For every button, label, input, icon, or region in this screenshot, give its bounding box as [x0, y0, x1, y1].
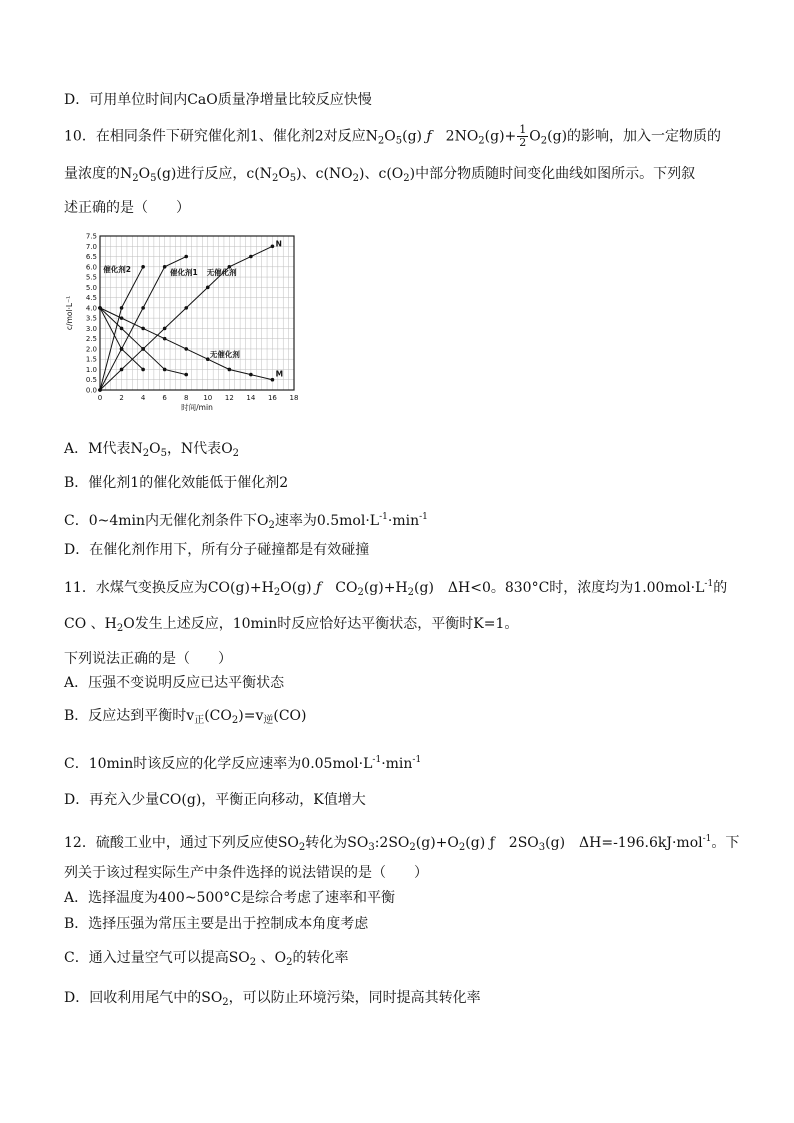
- curve-label: N: [275, 239, 282, 249]
- q11-option-c: C．10min时该反应的化学反应速率为$0.05mol\cdot L^{-1}\cdot\min^{-1}$: [64, 755, 422, 772]
- y-tick-label: 3.0: [85, 324, 97, 333]
- x-tick-label: 12: [224, 394, 234, 402]
- y-tick-label: 5.5: [85, 273, 97, 282]
- data-point: [141, 327, 145, 331]
- q11-stem-line2: CO 、$H_2O$发生上述反应，10min时反应恰好达平衡状态，平衡时K=1。: [64, 616, 519, 634]
- data-point: [249, 255, 253, 259]
- y-tick-label: 0.5: [85, 376, 97, 385]
- q10-stem-line1: 10．在相同条件下研究催化剂1、催化剂2对反应$N_2O_5(g)$ ƒ $2NO_2(g)+$ $\frac{1}{2}$ $O_2(g)$的影响，加入一定物质的: [64, 123, 722, 149]
- y-tick-label: 6.5: [85, 253, 97, 262]
- x-tick-label: 18: [289, 394, 299, 402]
- y-tick-label: 0.0: [85, 386, 97, 395]
- q12-stem-line2: 列关于该过程实际生产中条件选择的说法错误的是（ ）: [64, 865, 428, 881]
- y-tick-label: 2.5: [85, 335, 97, 344]
- x-tick-label: 8: [183, 394, 189, 402]
- q11-stem-line1: 11．水煤气变换反应为$CO(g)+H_2O(g)$ ƒ $CO_2(g)+H_2(g)$ ΔH<0。830°C时，浓度均为$1.00mol\cdot L^{-1}$的: [64, 579, 728, 598]
- curve-label: 无催化剂: [206, 268, 237, 278]
- q12-stem-line1: 12．硫酸工业中，通过下列反应使$SO_2$转化为$SO_3:2SO_2(g)+O_2(g)$ ƒ $2SO_3(g)$ ΔH=-196.6kJ·mol$^{-1}$。下: [64, 834, 740, 853]
- data-point: [98, 388, 102, 392]
- data-point: [184, 306, 188, 310]
- curve-label: 催化剂2: [103, 264, 131, 274]
- x-tick-label: 6: [162, 394, 167, 402]
- data-point: [120, 368, 124, 372]
- concentration-time-chart: [62, 228, 312, 418]
- y-axis-label: c/mol·L⁻¹: [65, 295, 74, 331]
- data-point: [141, 368, 145, 372]
- data-point: [271, 244, 275, 248]
- y-tick-label: 2.0: [85, 345, 97, 354]
- data-point: [184, 255, 188, 259]
- q12-option-d: D．回收利用尾气中的$SO_2$，可以防止环境污染，同时提高其转化率: [64, 990, 481, 1008]
- data-point: [271, 378, 275, 382]
- x-tick-label: 16: [267, 394, 277, 402]
- data-point: [184, 347, 188, 351]
- q10-option-a: A．M代表$N_2O_5$，N代表$O_2$: [64, 441, 240, 459]
- q12-option-a: A．选择温度为400~500°C是综合考虑了速率和平衡: [64, 890, 395, 906]
- q10-stem-line2: 量浓度的$N_2O_5(g)$进行反应，$c(N_2O_5)$、$c(NO_2)$、$c(O_2)$中部分物质随时间变化曲线如图所示。下列叙: [64, 166, 696, 184]
- data-point: [120, 306, 124, 310]
- y-tick-label: 1.0: [85, 365, 97, 374]
- y-tick-label: 5.0: [85, 283, 97, 292]
- curve-label: M: [275, 369, 284, 379]
- data-point: [184, 373, 188, 377]
- q11-stem-line3: 下列说法正确的是（ ）: [64, 651, 232, 667]
- data-point: [141, 265, 145, 269]
- curve-label: 催化剂1: [170, 268, 198, 278]
- data-point: [120, 347, 124, 351]
- data-point: [120, 327, 124, 331]
- q10-option-d: D．在催化剂作用下，所有分子碰撞都是有效碰撞: [64, 542, 370, 558]
- data-point: [98, 306, 102, 310]
- x-tick-label: 10: [203, 394, 213, 402]
- data-point: [163, 265, 167, 269]
- data-point: [141, 347, 145, 351]
- y-tick-label: 6.0: [85, 263, 97, 272]
- y-tick-label: 7.5: [85, 232, 97, 241]
- data-point: [141, 306, 145, 310]
- q12-option-c: C．通入过量空气可以提高$SO_2$ 、$O_2$的转化率: [64, 950, 349, 968]
- data-point: [120, 316, 124, 320]
- data-point: [228, 368, 232, 372]
- x-tick-label: 14: [246, 394, 256, 402]
- y-tick-label: 4.5: [85, 294, 97, 303]
- x-tick-label: 2: [119, 394, 124, 402]
- y-tick-label: 3.5: [85, 314, 97, 323]
- q10-stem-line3: 述正确的是（ ）: [64, 200, 190, 216]
- data-point: [163, 337, 167, 341]
- data-point: [163, 327, 167, 331]
- data-point: [206, 286, 210, 290]
- q12-option-b: B．选择压强为常压主要是出于控制成本角度考虑: [64, 916, 369, 932]
- curve-label: 无催化剂: [209, 350, 240, 360]
- y-tick-label: 4.0: [85, 304, 97, 313]
- y-tick-label: 7.0: [85, 242, 97, 251]
- q11-option-a: A．压强不变说明反应已达平衡状态: [64, 675, 285, 691]
- x-axis-label: 时间/min: [181, 403, 213, 412]
- q11-option-b: B．反应达到平衡时$v_正(CO_2)=v_逆(CO)$: [64, 708, 307, 726]
- data-point: [249, 373, 253, 377]
- q9-option-d: D．可用单位时间内CaO质量净增量比较反应快慢: [64, 92, 372, 108]
- fraction-half: $\frac{1}{2}$: [519, 123, 527, 149]
- x-tick-label: 0: [97, 394, 103, 402]
- x-tick-label: 4: [140, 394, 146, 402]
- data-point: [163, 368, 167, 372]
- q10-option-c: C．0~4min内无催化剂条件下$O_2$速率为$0.5mol\cdot L^{-1}\cdot\min^{-1}$: [64, 512, 428, 531]
- q11-option-d: D．再充入少量CO(g)，平衡正向移动，K值增大: [64, 792, 366, 808]
- y-tick-label: 1.5: [85, 355, 97, 364]
- q10-option-b: B．催化剂1的催化效能低于催化剂2: [64, 475, 289, 491]
